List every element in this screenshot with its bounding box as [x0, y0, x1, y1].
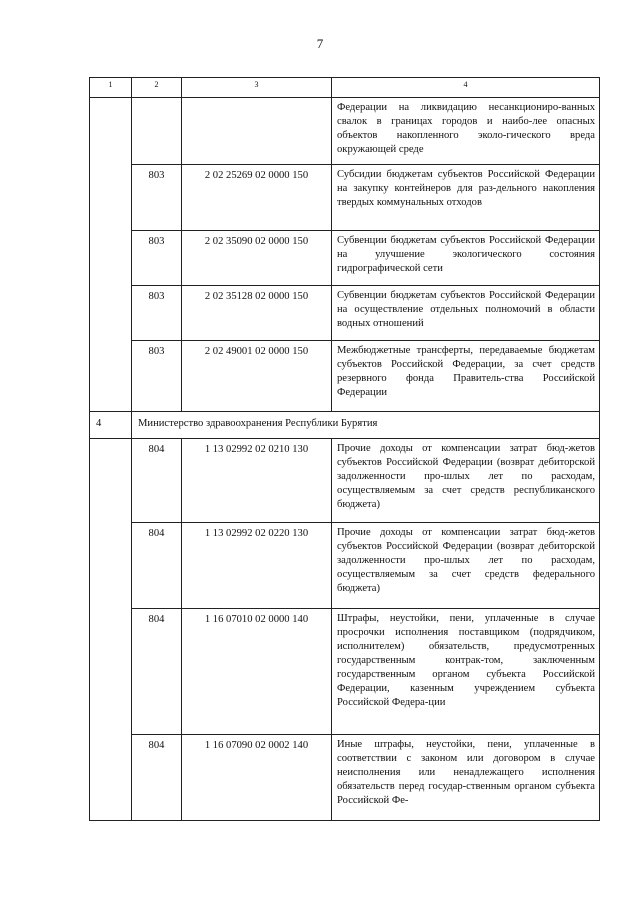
page-number: 7	[316, 36, 324, 51]
description-cell: Субвенции бюджетам субъектов Российской Федерации на улучшение экологического состояния гидрографической сети	[332, 231, 600, 286]
kbk-code-cell: 1 13 02992 02 0220 130	[182, 523, 332, 609]
admin-code-cell	[132, 98, 182, 165]
admin-code-cell: 803	[132, 286, 182, 341]
table-row	[90, 231, 600, 286]
table-row	[90, 735, 600, 821]
kbk-code-cell: 1 16 07010 02 0000 140	[182, 609, 332, 735]
table-row	[90, 165, 600, 231]
ministry-title: Министерство здравоохранения Республики Бурятия	[132, 412, 600, 439]
kbk-code-cell: 2 02 25269 02 0000 150	[182, 165, 332, 231]
kbk-code-cell	[182, 98, 332, 165]
kbk-code-cell: 2 02 35128 02 0000 150	[182, 286, 332, 341]
description-cell: Межбюджетные трансферты, передаваемые бюджетам субъектов Российской Федерации, за счет средств резервного фонда Правитель-ства Российской Федерации	[332, 341, 600, 412]
section-number-cell	[90, 98, 132, 412]
table-row	[90, 439, 600, 523]
description-cell: Прочие доходы от компенсации затрат бюд-жетов субъектов Российской Федерации (возврат дебиторской задолженности про-шлых лет по расходам, осуществляемым за счет средств республиканского бюджета)	[332, 439, 600, 523]
section-number-cell	[90, 439, 132, 821]
description-cell: Субвенции бюджетам субъектов Российской Федерации на осуществление отдельных полномочий в области водных отношений	[332, 286, 600, 341]
description-cell: Федерации на ликвидацию несанкциониро-ванных свалок в границах городов и наибо-лее опасных объектов накопленного эколо-гического вреда окружающей среде	[332, 98, 600, 165]
table-row	[90, 98, 600, 165]
description-cell: Иные штрафы, неустойки, пени, уплаченные в соответствии с законом или договором в случае неисполнения или ненадлежащего исполнения обязательств перед государ-ственным органом субъекта Российской Фе-	[332, 735, 600, 821]
description-cell: Субсидии бюджетам субъектов Российской Федерации на закупку контейнеров для раз-дельного накопления твердых коммунальных отходов	[332, 165, 600, 231]
header-cell-3: 3	[182, 78, 332, 98]
header-cell-2: 2	[132, 78, 182, 98]
admin-code-cell: 804	[132, 735, 182, 821]
kbk-code-cell: 1 13 02992 02 0210 130	[182, 439, 332, 523]
section-number: 4	[90, 412, 132, 439]
description-cell: Прочие доходы от компенсации затрат бюд-жетов субъектов Российской Федерации (возврат дебиторской задолженности про-шлых лет по расходам, осуществляемым за счет средств федерального бюджета)	[332, 523, 600, 609]
table-row	[90, 341, 600, 412]
header-cell-4: 4	[332, 78, 600, 98]
table-row	[90, 286, 600, 341]
admin-code-cell: 803	[132, 341, 182, 412]
admin-code-cell: 804	[132, 609, 182, 735]
kbk-code-cell: 1 16 07090 02 0002 140	[182, 735, 332, 821]
admin-code-cell: 804	[132, 523, 182, 609]
table-header-row	[90, 78, 600, 98]
table-row	[90, 523, 600, 609]
header-cell-1: 1	[90, 78, 132, 98]
admin-code-cell: 804	[132, 439, 182, 523]
kbk-code-cell: 2 02 49001 02 0000 150	[182, 341, 332, 412]
revenue-table	[89, 77, 600, 821]
admin-code-cell: 803	[132, 231, 182, 286]
table-row	[90, 609, 600, 735]
description-cell: Штрафы, неустойки, пени, уплаченные в случае просрочки исполнения поставщиком (подрядчиком, исполнителем) обязательств, предусмотренных государственным контрак-том, заключенным государственным органом субъекта Российской Федерации, казенным учреждением субъекта Российской Федера-ции	[332, 609, 600, 735]
section-heading-row	[90, 412, 600, 439]
kbk-code-cell: 2 02 35090 02 0000 150	[182, 231, 332, 286]
admin-code-cell: 803	[132, 165, 182, 231]
